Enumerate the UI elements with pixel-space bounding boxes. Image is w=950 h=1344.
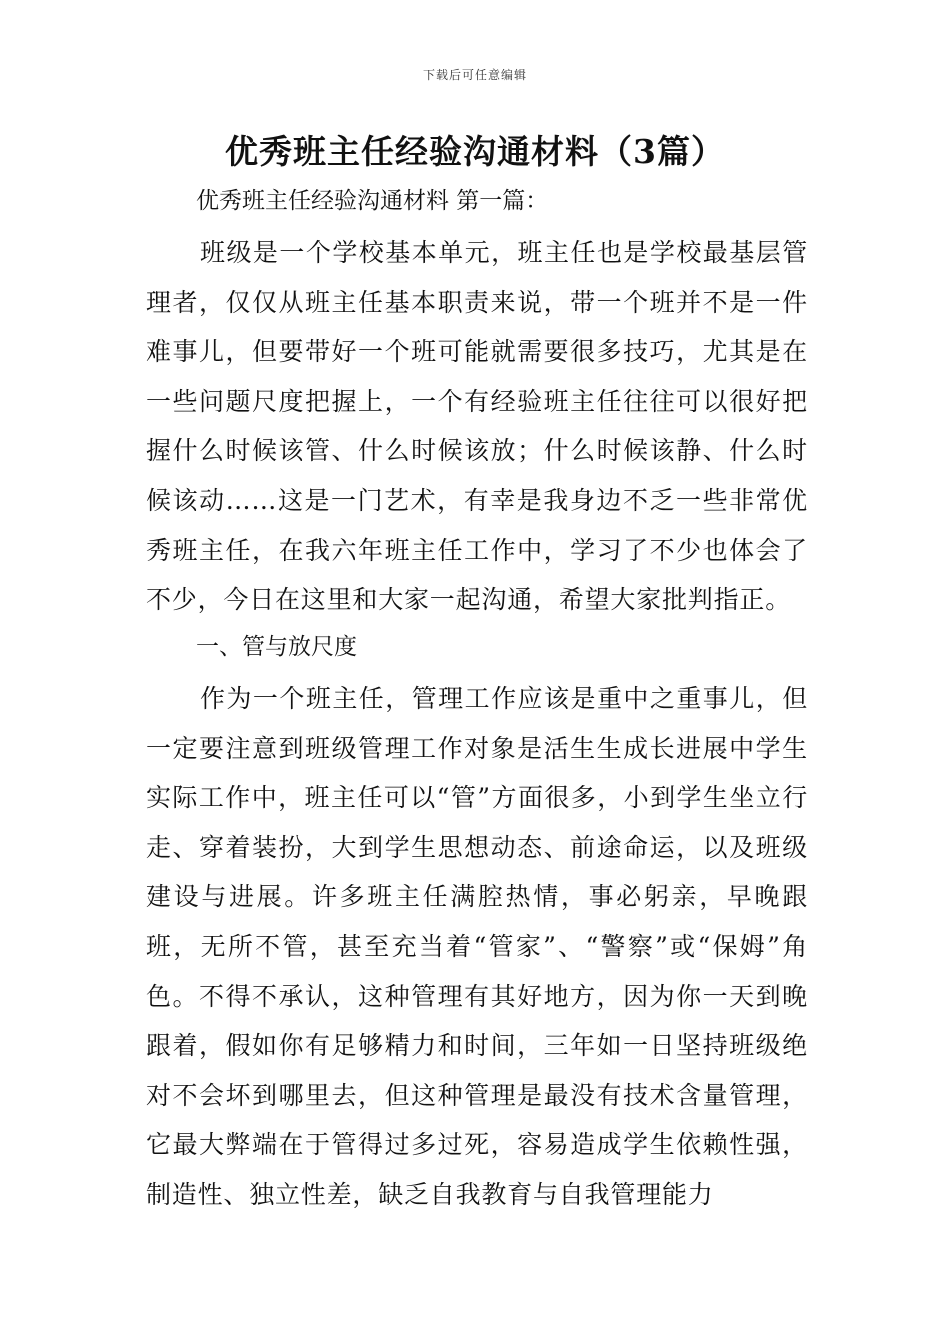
page-header-note: 下载后可任意编辑	[422, 68, 527, 82]
document-subtitle: 优秀班主任经验沟通材料 第一篇：	[196, 188, 549, 214]
section-heading: 一、管与放尺度	[196, 634, 357, 660]
document-title: 优秀班主任经验沟通材料（3篇）	[225, 132, 725, 171]
paragraph-intro: 班级是一个学校基本单元，班主任也是学校最基层管理者，仅仅从班主任基本职责来说，带一个班并不是一件难事儿，但要带好一个班可能就需要很多技巧，尤其是在一些问题尺度把握上，一个有经验班主任往往可以很好把握什么时候该管、什么时候该放；什么时候该静、什么时候该动……这是一门艺术，有幸是我身边不乏一些非常优秀班主任，在我六年班主任工作中，学习了不少也体会了不少，今日在这里和大家一起沟通，希望大家批判指正。	[146, 238, 808, 615]
paragraph-management: 作为一个班主任，管理工作应该是重中之重事儿，但一定要注意到班级管理工作对象是活生生成长进展中学生实际工作中，班主任可以“管”方面很多，小到学生坐立行走、穿着装扮，大到学生思想动态、前途命运，以及班级建设与进展。许多班主任满腔热情，事必躬亲，早晚跟班，无所不管，甚至充当着“管家”、“警察”或“保姆”角色。不得不承认，这种管理有其好地方，因为你一天到晚跟着，假如你有足够精力和时间，三年如一日坚持班级绝对不会坏到哪里去，但这种管理是最没有技术含量管理，它最大弊端在于管得过多过死，容易造成学生依赖性强，制造性、独立性差，缺乏自我教育与自我管理能力	[146, 684, 808, 1209]
